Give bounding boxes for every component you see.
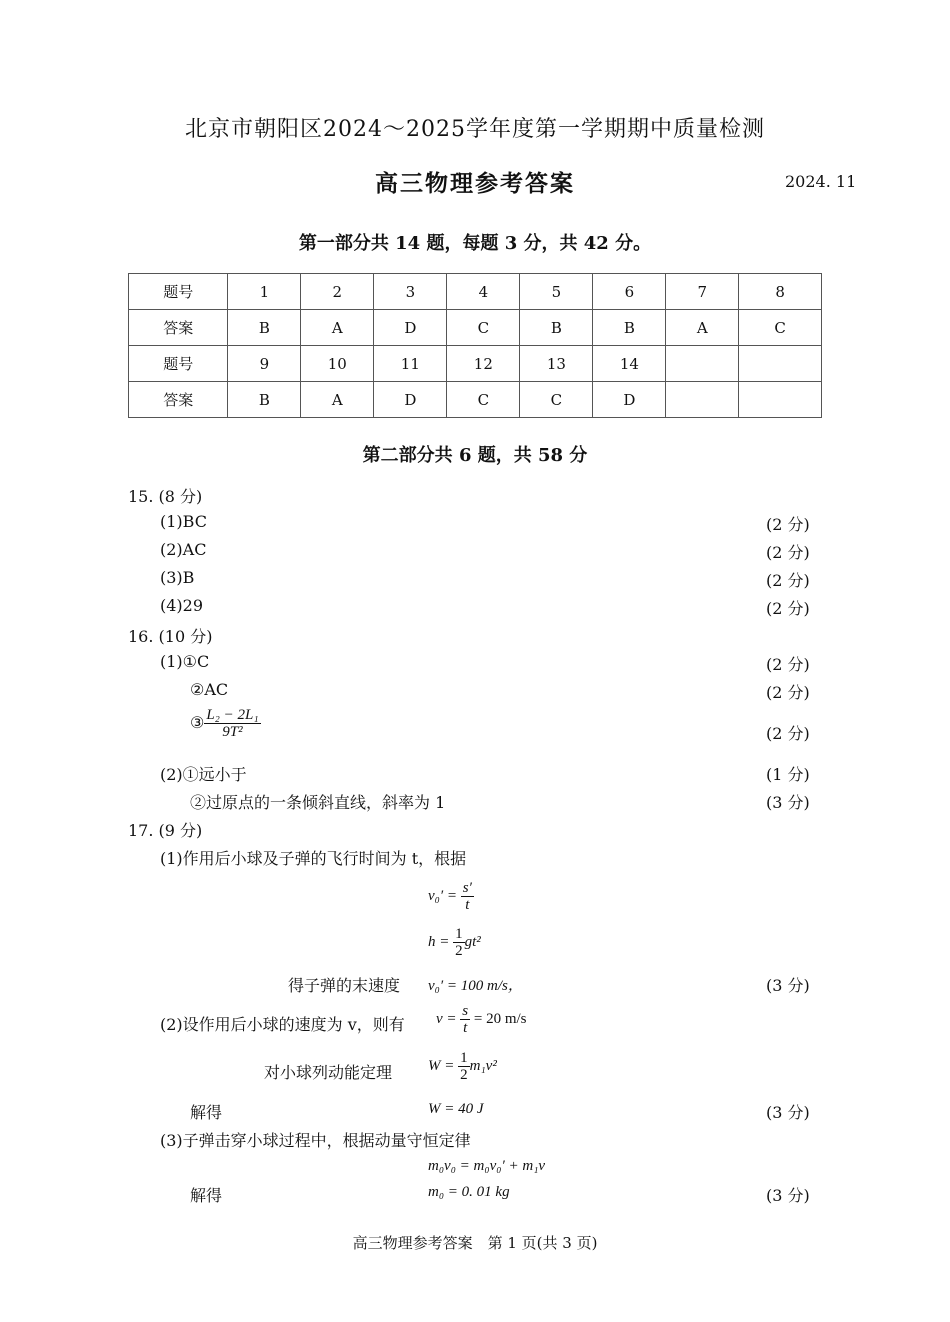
table-cell: 4 [447, 274, 520, 310]
q17-p2-eq-lhs: v = [436, 1010, 457, 1027]
table-cell: 6 [593, 274, 666, 310]
table-cell: 14 [593, 346, 666, 382]
q17-part2-theorem: 对小球列动能定理 [264, 1063, 393, 1082]
q16-answer-1-1: (1)①C [160, 652, 210, 671]
row-header-cell: 题号 [129, 274, 228, 310]
q16-answer-1-3 [190, 707, 261, 740]
q15-answer-3: (3)B [160, 568, 195, 587]
q17-eq1-numerator: s′ [462, 880, 472, 896]
q17-p2-eq-denominator: t [463, 1020, 468, 1036]
q17-p2-eq2-denominator: 2 [460, 1067, 468, 1083]
q17-equation-1 [428, 880, 474, 913]
page-footer: 高三物理参考答案 第 1 页(共 3 页) [352, 1234, 598, 1252]
table-row [129, 382, 822, 418]
row-header-cell: 答案 [129, 310, 228, 346]
q17-part3-result: m₀ = 0. 01 kg [428, 1184, 510, 1200]
document-subtitle: 高三物理参考答案 [375, 170, 575, 197]
q17-part3-intro: (3)子弹击穿小球过程中，根据动量守恒定律 [160, 1131, 471, 1150]
part2-heading: 第二部分共 6 题，共 58 分 [362, 445, 588, 466]
q17-eq1-lhs: v₀′ = [428, 887, 458, 904]
table-cell: 12 [447, 346, 520, 382]
table-cell: D [374, 382, 447, 418]
q17-score-2: (3 分) [766, 1103, 810, 1122]
q16-score-1-1: (2 分) [766, 655, 810, 674]
q16-answer-1-3-prefix: ③ [190, 713, 205, 732]
table-cell: B [520, 310, 593, 346]
table-cell: C [447, 382, 520, 418]
table-cell: 7 [666, 274, 739, 310]
q17-eq2-rhs: gt² [464, 933, 481, 950]
table-cell: 13 [520, 346, 593, 382]
q16-score-2-1: (1 分) [766, 765, 810, 784]
part1-heading: 第一部分共 14 题，每题 3 分，共 42 分。 [298, 233, 652, 254]
q15-score-4: (2 分) [766, 599, 810, 618]
q16-score-1-2: (2 分) [766, 683, 810, 702]
q17-part2-intro: (2)设作用后小球的速度为 v，则有 [160, 1015, 405, 1034]
q16-score-2-2: (3 分) [766, 793, 810, 812]
q17-p2-eq2-numerator: 1 [460, 1050, 468, 1066]
q17-eq1-denominator: t [465, 897, 470, 913]
q15-score-3: (2 分) [766, 571, 810, 590]
q17-part1-result: v₀′ = 100 m/s， [428, 978, 523, 994]
q17-part3-solve: 解得 [190, 1186, 223, 1205]
q17-p2-eq2-rhs: m₁v² [469, 1057, 497, 1074]
table-cell [739, 382, 822, 418]
q15-answer-4: (4)29 [160, 596, 204, 615]
q17-part2-equation-2 [428, 1050, 497, 1083]
q17-p2-eq2-lhs: W = [428, 1057, 455, 1074]
table-cell [739, 346, 822, 382]
q17-label: 17. (9 分) [128, 821, 203, 840]
table-cell: D [374, 310, 447, 346]
table-row [129, 274, 822, 310]
q17-part2-equation [436, 1003, 527, 1036]
answer-table [128, 273, 822, 418]
table-cell: B [593, 310, 666, 346]
q16-label: 16. (10 分) [128, 627, 213, 646]
q17-part2-result: W = 40 J [428, 1101, 484, 1117]
q17-eq2-lhs: h = [428, 933, 450, 950]
q15-score-2: (2 分) [766, 543, 810, 562]
table-cell: 9 [228, 346, 301, 382]
q17-score-3: (3 分) [766, 1186, 810, 1205]
table-cell: 8 [739, 274, 822, 310]
table-cell: A [301, 382, 374, 418]
q17-p2-eq-numerator: s [462, 1003, 469, 1019]
q17-part1-result-label: 得子弹的末速度 [288, 976, 401, 995]
table-row [129, 346, 822, 382]
q17-part2-solve: 解得 [190, 1103, 223, 1122]
q16-answer-2-1: (2)①远小于 [160, 765, 247, 784]
table-cell: 1 [228, 274, 301, 310]
q17-p2-eq-rhs: = 20 m/s [473, 1010, 527, 1027]
table-cell [666, 346, 739, 382]
q17-eq2-denominator: 2 [455, 943, 463, 959]
q16-answer-2-2: ②过原点的一条倾斜直线，斜率为 1 [190, 793, 446, 812]
q16-fraction-numerator: L₂ − 2L₁ [206, 707, 259, 723]
q16-answer-1-2: ②AC [190, 680, 229, 699]
table-cell: A [301, 310, 374, 346]
document-title: 北京市朝阳区2024～2025学年度第一学期期中质量检测 [185, 117, 765, 142]
q15-score-1: (2 分) [766, 515, 810, 534]
table-row [129, 310, 822, 346]
q16-fraction-denominator: 9T² [222, 724, 243, 740]
table-cell: A [666, 310, 739, 346]
table-cell: C [447, 310, 520, 346]
q15-answer-1: (1)BC [160, 512, 207, 531]
table-cell: B [228, 310, 301, 346]
table-cell: 3 [374, 274, 447, 310]
q15-answer-2: (2)AC [160, 540, 207, 559]
table-cell: 10 [301, 346, 374, 382]
table-cell: 2 [301, 274, 374, 310]
document-date: 2024. 11 [785, 172, 857, 191]
q15-label: 15. (8 分) [128, 487, 203, 506]
table-cell: B [228, 382, 301, 418]
table-cell: 5 [520, 274, 593, 310]
table-cell: C [520, 382, 593, 418]
q17-part3-equation: m₀v₀ = m₀v₀′ + m₁v [428, 1158, 546, 1174]
row-header-cell: 答案 [129, 382, 228, 418]
table-cell [666, 382, 739, 418]
q17-eq2-numerator: 1 [455, 926, 463, 942]
q17-score-1: (3 分) [766, 976, 810, 995]
q17-part1-intro: (1)作用后小球及子弹的飞行时间为 t，根据 [160, 849, 467, 868]
table-cell: C [739, 310, 822, 346]
q17-equation-2 [428, 926, 481, 959]
table-cell: 11 [374, 346, 447, 382]
q16-score-1-3: (2 分) [766, 724, 810, 743]
table-cell: D [593, 382, 666, 418]
row-header-cell: 题号 [129, 346, 228, 382]
